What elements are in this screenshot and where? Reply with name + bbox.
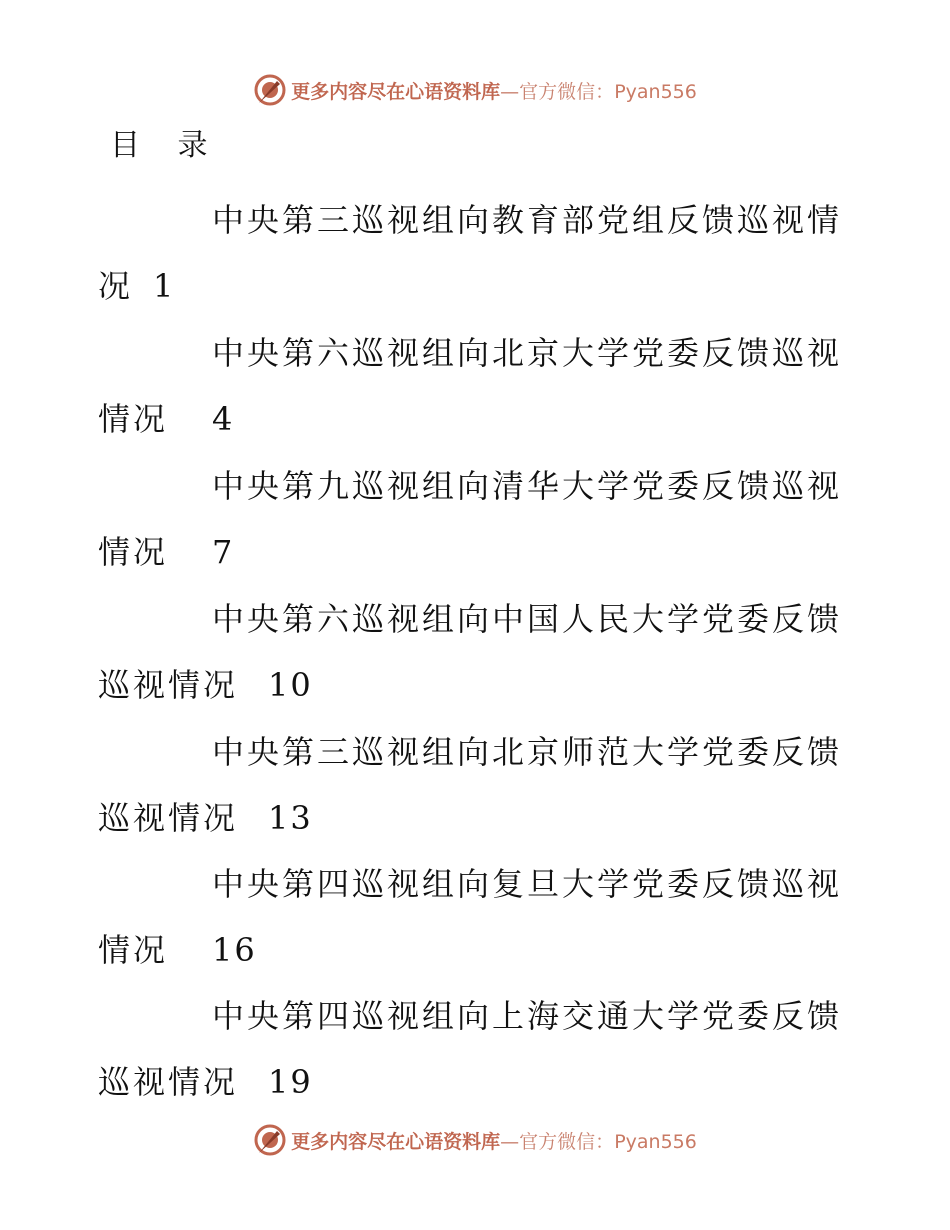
toc-entry-title-cont: 巡视情况 bbox=[98, 799, 239, 837]
toc-entry-title: 中央第六巡视组向中国人民大学党委反馈 bbox=[212, 600, 843, 638]
toc-entry-title-cont: 况 bbox=[98, 267, 134, 305]
toc-entry-title-cont: 情况 bbox=[98, 931, 169, 969]
toc-page-number: 1 bbox=[153, 267, 176, 305]
toc-page-number: 19 bbox=[268, 1063, 313, 1101]
toc-entry-title-cont: 巡视情况 bbox=[98, 1063, 239, 1101]
toc-entry-title-cont: 情况 bbox=[98, 533, 169, 571]
toc-title: 目 录 bbox=[110, 128, 222, 163]
toc-entry-title: 中央第九巡视组向清华大学党委反馈巡视 bbox=[212, 467, 843, 505]
toc-entry[interactable] bbox=[98, 331, 843, 441]
toc-entry-title-cont: 情况 bbox=[98, 400, 169, 438]
toc-page-number: 10 bbox=[268, 666, 313, 704]
toc-entry[interactable] bbox=[98, 862, 843, 972]
toc-entry-title: 中央第三巡视组向北京师范大学党委反馈 bbox=[212, 733, 843, 771]
quill-circle-logo-icon bbox=[253, 1123, 287, 1157]
toc-entry-title: 中央第四巡视组向上海交通大学党委反馈 bbox=[212, 997, 843, 1035]
footer-watermark bbox=[0, 1120, 950, 1160]
toc-entry[interactable] bbox=[98, 730, 843, 840]
toc-entry[interactable] bbox=[98, 597, 843, 707]
toc-entry[interactable] bbox=[98, 198, 843, 308]
toc-entry-title: 中央第四巡视组向复旦大学党委反馈巡视 bbox=[212, 865, 843, 903]
toc-entry-title-cont: 巡视情况 bbox=[98, 666, 239, 704]
toc-page-number: 13 bbox=[268, 799, 313, 837]
watermark-text: 更多内容尽在心语资料库—官方微信：Pyan556 bbox=[291, 1130, 697, 1153]
toc-entry-title: 中央第三巡视组向教育部党组反馈巡视情 bbox=[212, 201, 843, 239]
toc-page-number: 16 bbox=[212, 931, 257, 969]
toc-entry[interactable] bbox=[98, 464, 843, 574]
toc-page-number: 4 bbox=[212, 400, 235, 438]
toc-entry-title: 中央第六巡视组向北京大学党委反馈巡视 bbox=[212, 334, 843, 372]
header-watermark bbox=[0, 70, 950, 110]
toc-entry[interactable] bbox=[98, 994, 843, 1104]
toc-page-number: 7 bbox=[212, 533, 235, 571]
quill-circle-logo-icon bbox=[253, 73, 287, 107]
watermark-text: 更多内容尽在心语资料库—官方微信：Pyan556 bbox=[291, 80, 697, 103]
